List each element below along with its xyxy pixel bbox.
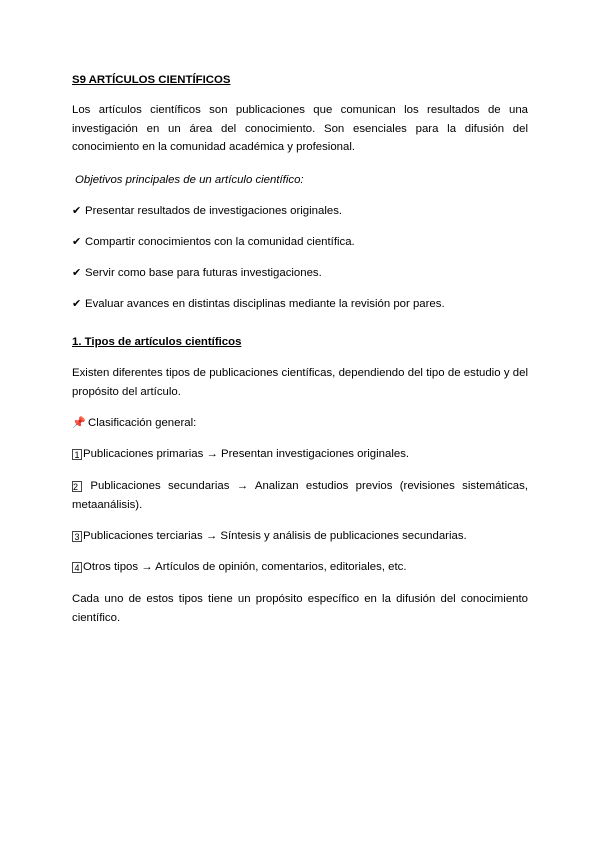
objectives-heading: Objetivos principales de un artículo científico: bbox=[75, 174, 304, 186]
intro-paragraph: Los artículos científicos son publicaciones que comunican los resultados de una investigación en un área del conocimiento. Son esenciales para la difusión del conocimiento en la comunidad académica y profesional. bbox=[72, 104, 528, 153]
objective-item bbox=[72, 264, 528, 283]
check-icon: ✔ bbox=[72, 236, 82, 248]
objective-text: Servir como base para futuras investigaciones. bbox=[85, 267, 322, 279]
section-intro-paragraph: Existen diferentes tipos de publicaciones científicas, dependiendo del tipo de estudio y del propósito del artículo. bbox=[72, 367, 528, 398]
objective-text: Presentar resultados de investigaciones originales. bbox=[85, 205, 343, 217]
check-icon: ✔ bbox=[72, 298, 82, 310]
closing-paragraph: Cada uno de estos tipos tiene un propósito específico en la difusión del conocimiento científico. bbox=[72, 593, 528, 624]
objective-text: Compartir conocimientos con la comunidad científica. bbox=[85, 236, 355, 248]
number-2-icon: 2 bbox=[72, 481, 82, 492]
number-1-icon: 1 bbox=[72, 449, 82, 460]
section-heading: 1. Tipos de artículos científicos bbox=[72, 336, 242, 348]
classification-item bbox=[72, 445, 528, 464]
classification-item bbox=[72, 527, 528, 546]
classification-label: Clasificación general: bbox=[88, 417, 197, 429]
number-4-icon: 4 bbox=[72, 562, 82, 573]
classification-line bbox=[72, 414, 528, 433]
objective-item bbox=[72, 202, 528, 221]
classification-item-text: Publicaciones terciarias → Síntesis y análisis de publicaciones secundarias. bbox=[83, 530, 467, 542]
classification-item-text: Otros tipos → Artículos de opinión, comentarios, editoriales, etc. bbox=[83, 561, 407, 573]
pin-icon: 📌 bbox=[72, 417, 86, 429]
number-3-icon: 3 bbox=[72, 531, 82, 542]
classification-item-text: Publicaciones secundarias → Analizan estudios previos (revisiones sistemáticas, metaanálisis). bbox=[72, 480, 528, 511]
classification-item bbox=[72, 558, 528, 577]
objective-item bbox=[72, 233, 528, 252]
document-title: S9 ARTÍCULOS CIENTÍFICOS bbox=[72, 74, 231, 86]
classification-item-text: Publicaciones primarias → Presentan investigaciones originales. bbox=[83, 448, 410, 460]
objective-text: Evaluar avances en distintas disciplinas mediante la revisión por pares. bbox=[85, 298, 445, 310]
check-icon: ✔ bbox=[72, 205, 82, 217]
check-icon: ✔ bbox=[72, 267, 82, 279]
classification-item bbox=[72, 477, 528, 514]
objective-item bbox=[72, 295, 528, 314]
